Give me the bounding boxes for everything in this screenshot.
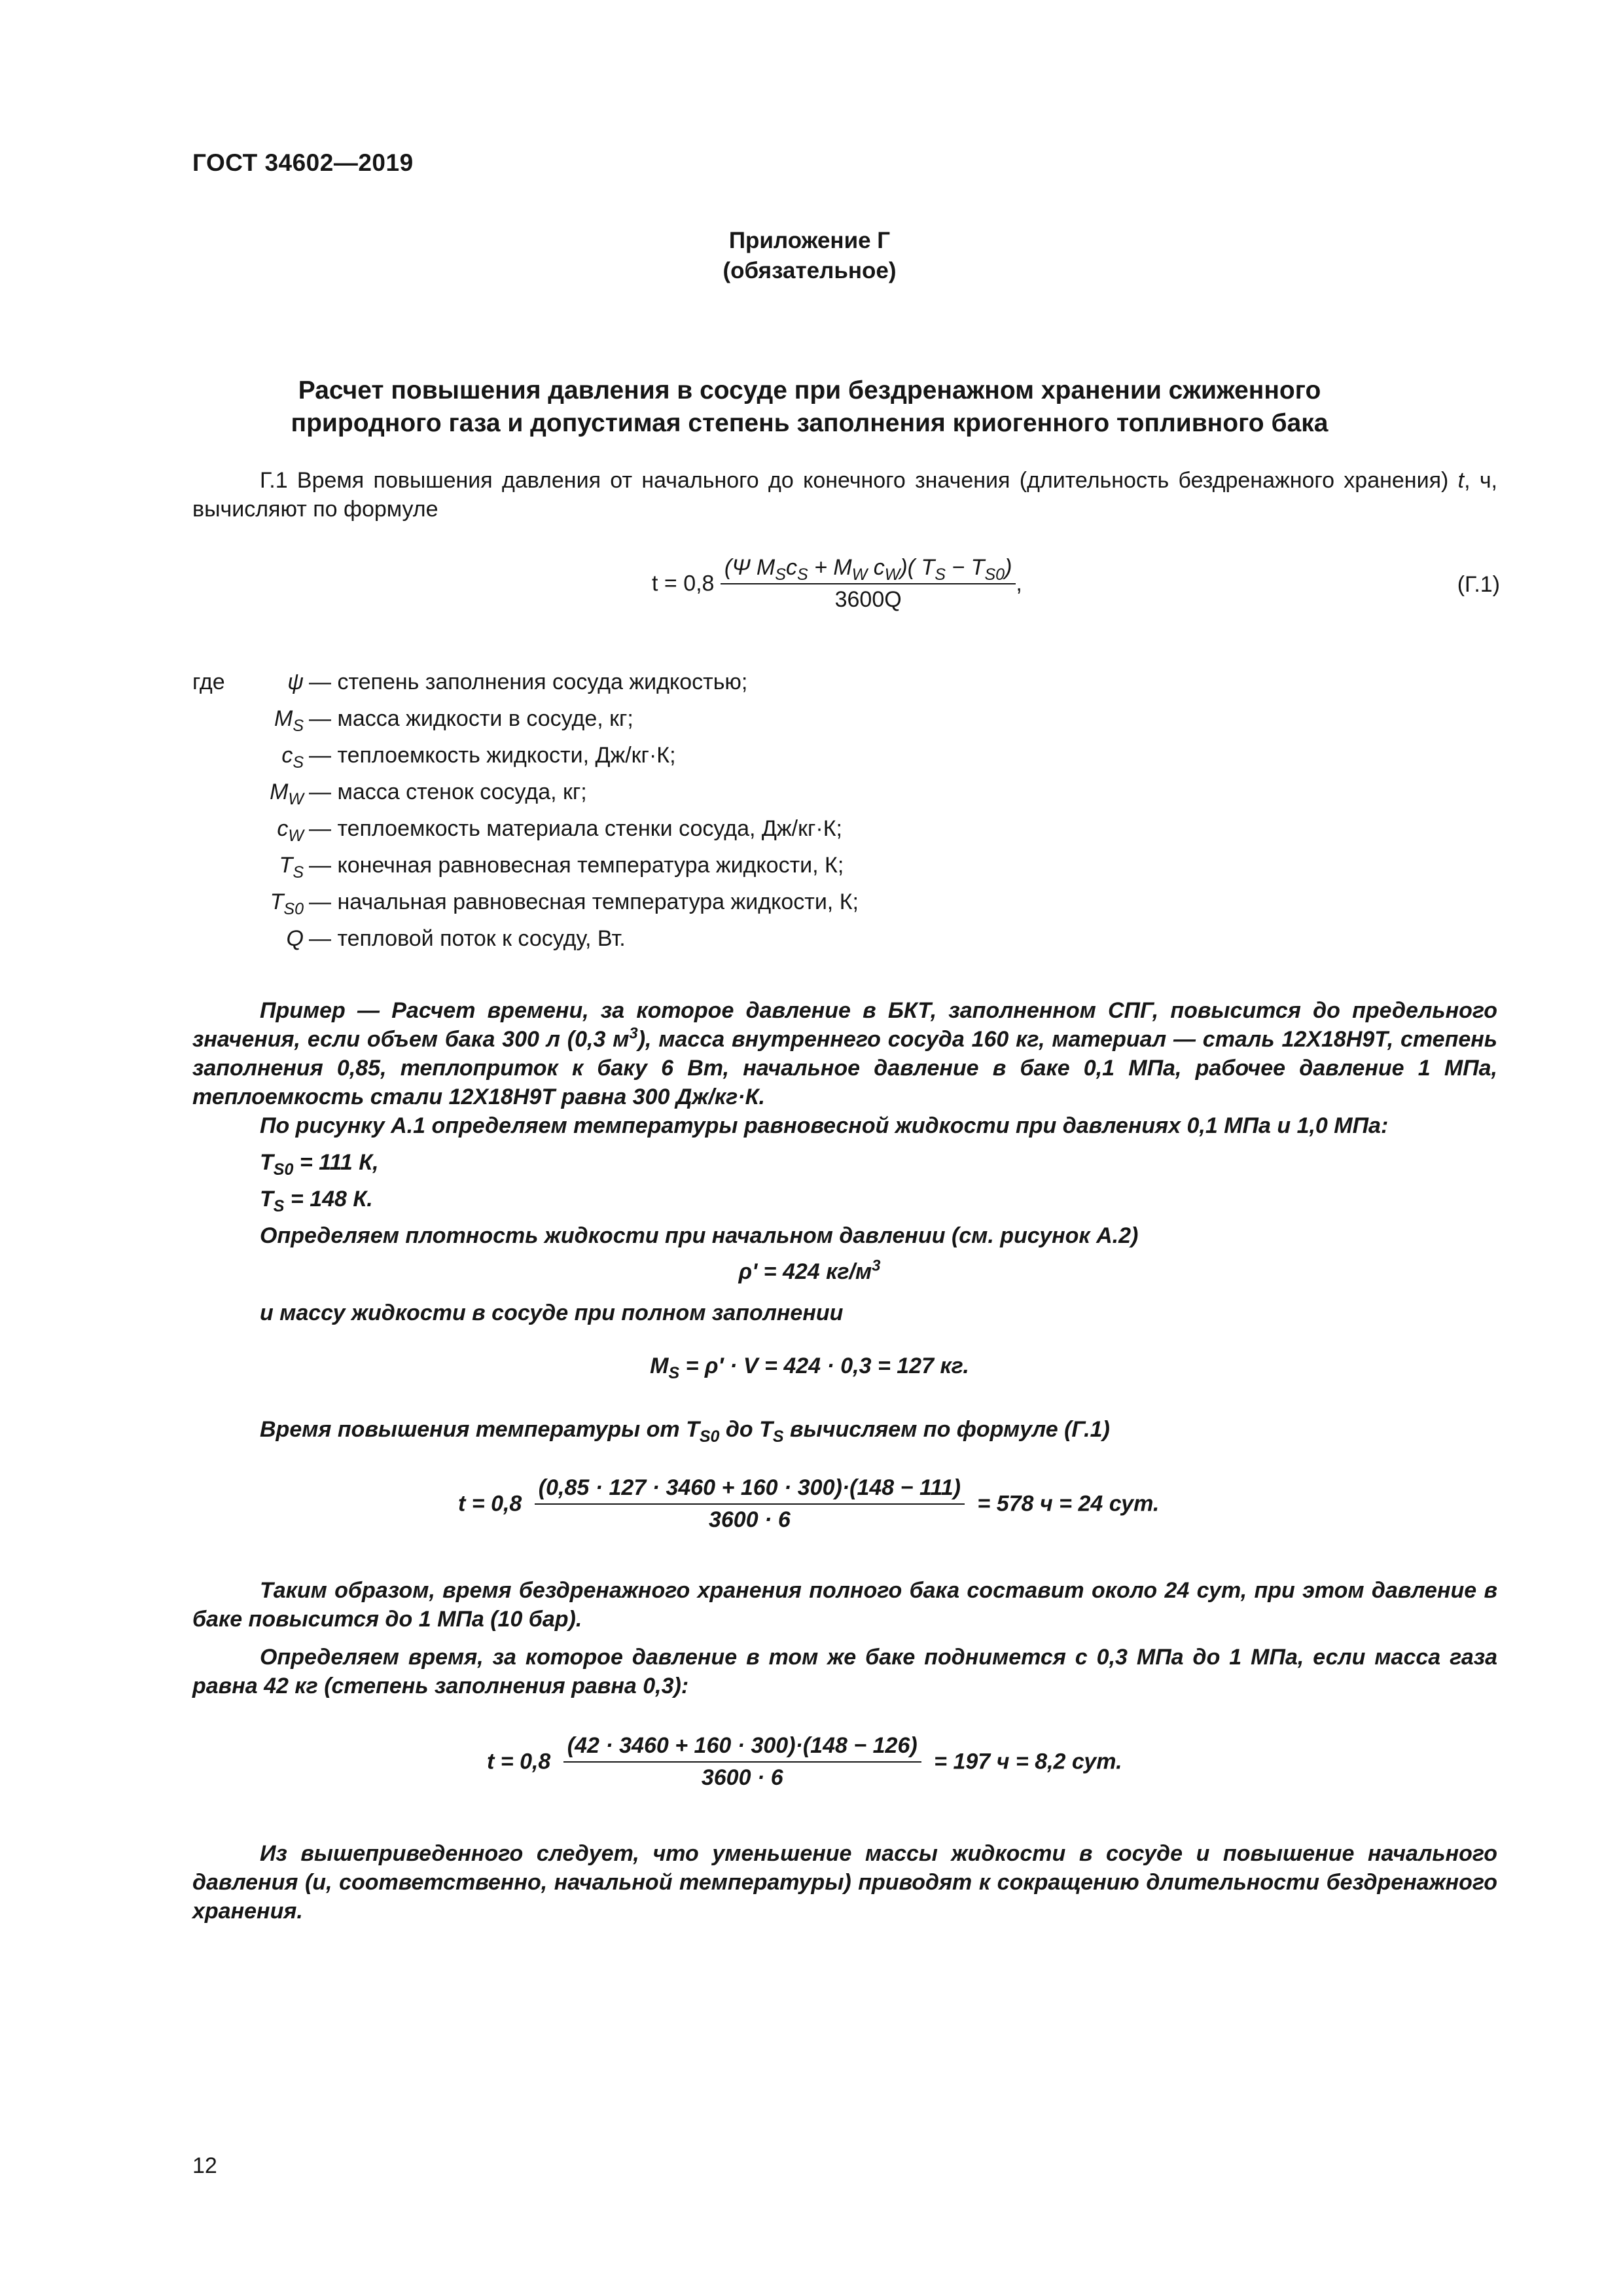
legend-row	[192, 668, 747, 696]
legend-symbol: ψ	[287, 670, 304, 694]
title-line-2: природного газа и допустимая степень заполнения криогенного топливного бака	[291, 409, 1329, 437]
legend-row	[192, 778, 587, 806]
example-conclusion-2: Из вышеприведенного следует, что уменьшение массы жидкости в сосуде и повышение начального давления (и, соответственно, начальной температуры) приводят к сокращению длительности бездренажного хранения.	[192, 1841, 1497, 1924]
formula-numerator: (Ψ $M_Sc_S + M_W$ $c_W$)( $T_S - T_{S0}$)	[721, 555, 1016, 584]
annex-label: Приложение Г	[728, 228, 891, 253]
example-step-1: По рисунку А.1 определяем температуры равновесной жидкости при давлениях 0,1 МПа и 1,0 МПа:	[260, 1113, 1389, 1138]
legend-description: — конечная равновесная температура жидкости, К;	[309, 853, 844, 878]
example-step-2: Определяем плотность жидкости при начальном давлении (см. рисунок А.2)	[260, 1223, 1139, 1248]
annex-type: (обязательное)	[722, 258, 897, 283]
legend-description: — теплоемкость материала стенки сосуда, Дж/кг·К;	[309, 816, 842, 841]
example-step-3: и массу жидкости в сосуде при полном заполнении	[260, 1300, 844, 1325]
legend-row	[192, 741, 676, 770]
legend-row	[192, 851, 844, 880]
equation-number: (Г.1)	[1457, 572, 1500, 597]
legend-description: — начальная равновесная температура жидкости, К;	[309, 889, 859, 914]
example-step-4: Время повышения температуры от $T_{S0}$ до $T_S$ вычисляем по формуле (Г.1)	[260, 1417, 1110, 1446]
example-step-5: Определяем время, за которое давление в том же баке поднимется с 0,3 МПа до 1 МПа, если масса газа равна 42 кг (степень заполнения равна 0,3):	[192, 1645, 1497, 1698]
calculation-1: t = 0,8 $\frac{(0,85 \cdot 127 \cdot 3460 + 160 \cdot 300)\cdot(148 - 111)}{3600 \cdot 6}$ = 578 ч = 24 сут.	[458, 1475, 1160, 1532]
calc2-denominator: 3600 · 6	[701, 1765, 783, 1790]
legend-symbol: $M_W$	[270, 780, 304, 808]
legend-description: — масса стенок сосуда, кг;	[309, 780, 587, 804]
formula-lhs: t = 0,8	[652, 571, 715, 596]
legend-symbol: $c_S$	[281, 743, 304, 772]
legend-description: — тепловой поток к сосуду, Вт.	[309, 926, 626, 951]
example-density: ρ' = 424 $кг/м^3$	[738, 1257, 881, 1284]
intro-paragraph: Г.1 Время повышения давления от начального до конечного значения (длительность бездренажного хранения) t, ч, вычисляют по формуле	[192, 468, 1497, 522]
legend-row	[192, 924, 626, 953]
calc1-denominator: 3600 · 6	[708, 1507, 791, 1532]
legend-row	[192, 814, 842, 843]
example-mass-equation: $M_S = \rho' \cdot V = 424 \cdot 0,3 = 127$ кг.	[650, 1354, 969, 1382]
example-ts0: $T_{S0} = 111$ К,	[260, 1150, 379, 1179]
formula-denominator: 3600Q	[834, 587, 902, 612]
legend-symbol: $c_W$	[277, 816, 304, 845]
document-id: ГОСТ 34602—2019	[192, 149, 414, 176]
legend-row	[192, 704, 633, 733]
title-line-1: Расчет повышения давления в сосуде при бездренажном хранении сжиженного	[298, 376, 1321, 404]
section-title	[192, 374, 1427, 440]
calc1-numerator: (0,85 · 127 · 3460 + 160 · 300)·(148 − 111)	[535, 1475, 965, 1505]
formula-fraction	[721, 555, 1016, 613]
legend-description: — степень заполнения сосуда жидкостью;	[309, 670, 748, 694]
calc2-numerator: (42 · 3460 + 160 · 300)·(148 − 126)	[563, 1733, 921, 1763]
legend-description: — масса жидкости в сосуде, кг;	[309, 706, 633, 731]
example-ts: $T_S = 148$ К.	[260, 1187, 373, 1215]
example-conclusion-1: Таким образом, время бездренажного хранения полного бака составит около 24 сут, при этом давление в баке повысится до 1 МПа (10 бар).	[192, 1578, 1497, 1632]
legend-description: — теплоемкость жидкости, Дж/кг·К;	[309, 743, 676, 768]
calculation-2: t = 0,8 $\frac{(42 \cdot 3460 + 160 \cdot 300)\cdot(148 - 126)}{3600 \cdot 6}$ = 197 ч = 8,2 сут.	[487, 1733, 1122, 1790]
formula-g1: t = 0,8 $\frac{(\Psi M_Sc_S + M_W c_W)( T_S - T_{S0})}{3600Q}$ ,	[652, 555, 1022, 612]
legend-symbol: $T_S$	[279, 853, 304, 882]
page-number: 12	[192, 2153, 217, 2178]
legend-symbol: $T_{S0}$	[270, 889, 304, 918]
legend-symbol: Q	[286, 926, 304, 951]
legend-symbol: $M_S$	[274, 706, 304, 735]
example-intro: Пример — Расчет времени, за которое давление в БКТ, заполненном СПГ, повысится до предельного значения, если объем бака 300 л (0,3 $м^3$), масса внутреннего сосуда 160 кг, материал — сталь 12Х18Н9Т, степень заполнения 0,85, теплоприток к баку 6 Вт, начальное давление в баке 0,1 МПа, рабочее давление 1 МПа, теплоемкость стали 12Х18Н9Т равна 300 Дж/кг·К.	[192, 998, 1497, 1109]
legend-row	[192, 888, 859, 916]
legend-where: где	[192, 670, 225, 694]
